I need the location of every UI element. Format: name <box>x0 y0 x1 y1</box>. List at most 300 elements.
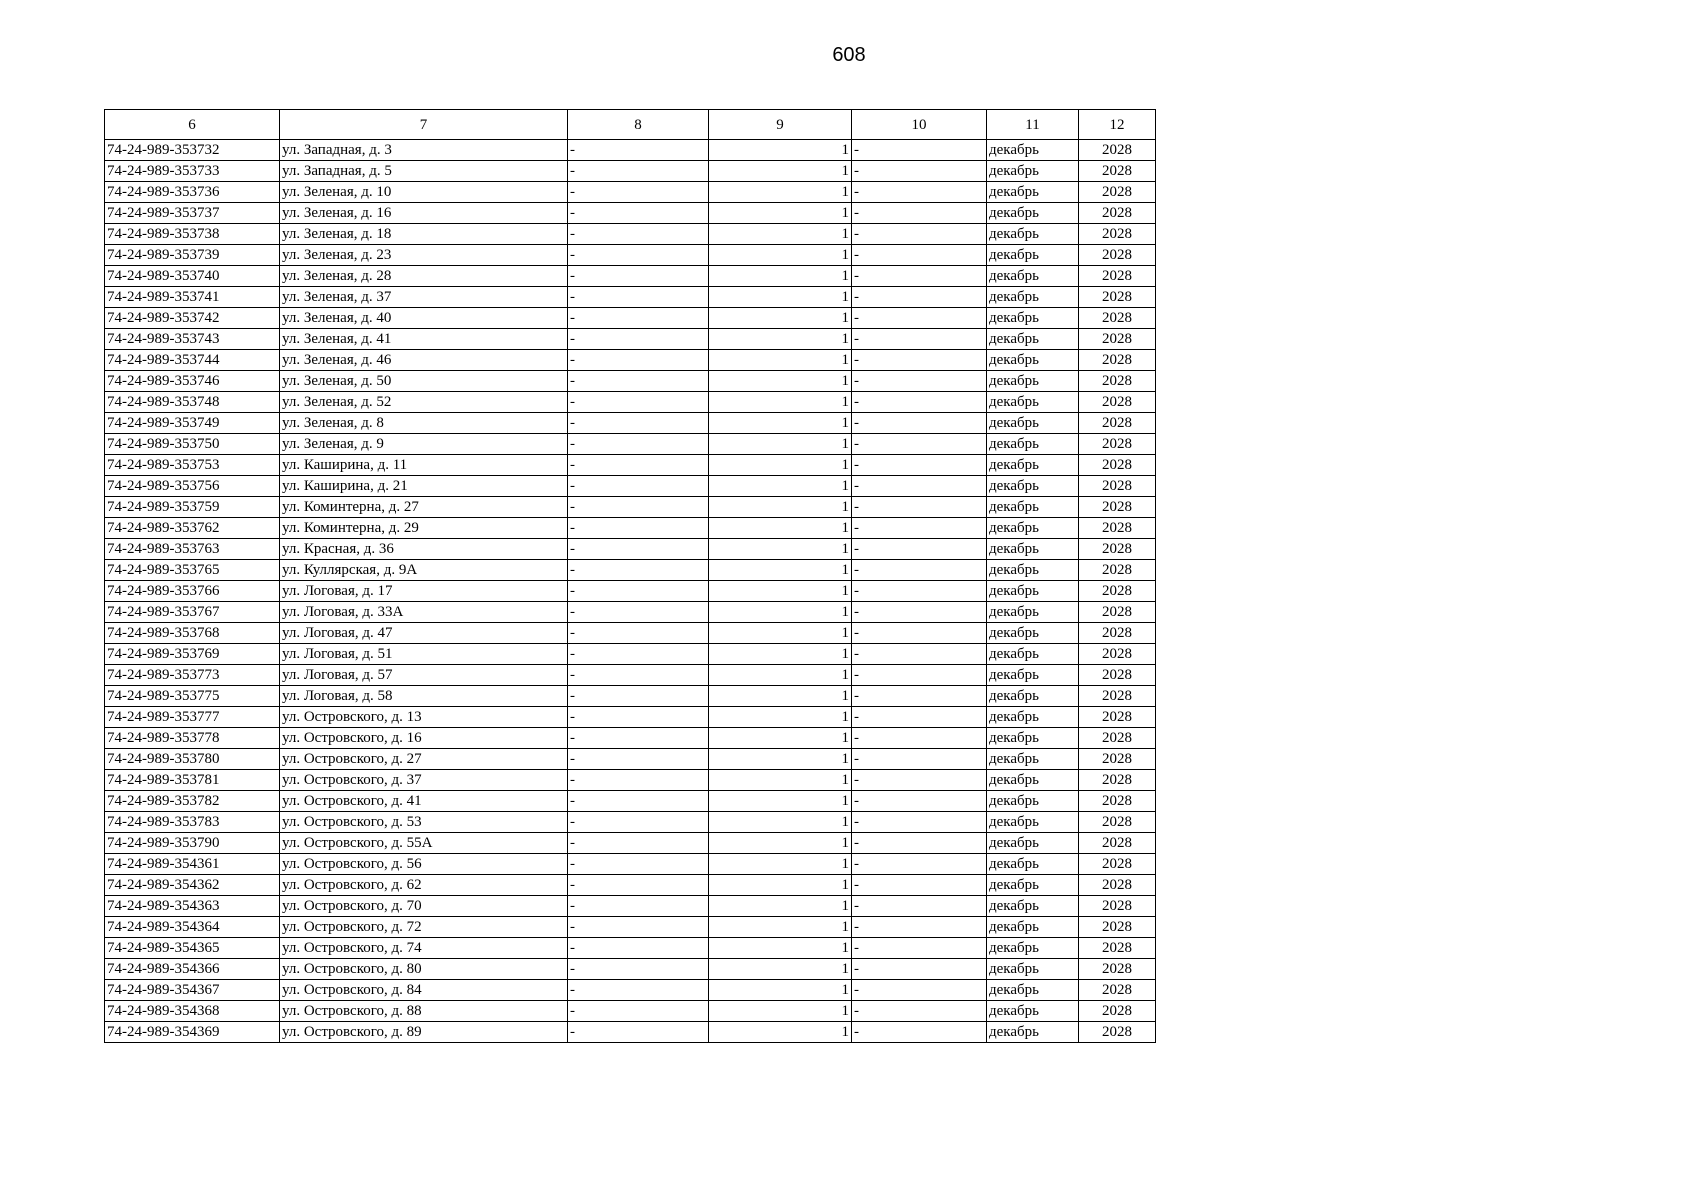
cell-col8: - <box>568 539 709 560</box>
cell-col9: 1 <box>709 413 852 434</box>
cell-year: 2028 <box>1079 812 1156 833</box>
table-row <box>105 770 1156 791</box>
cell-col9: 1 <box>709 518 852 539</box>
table-row <box>105 245 1156 266</box>
cell-col10: - <box>852 287 987 308</box>
cell-month: декабрь <box>987 1022 1079 1043</box>
cell-col10: - <box>852 812 987 833</box>
cell-col8: - <box>568 623 709 644</box>
cell-year: 2028 <box>1079 581 1156 602</box>
cell-code: 74-24-989-353780 <box>105 749 280 770</box>
cell-code: 74-24-989-353756 <box>105 476 280 497</box>
cell-col10: - <box>852 161 987 182</box>
cell-col10: - <box>852 602 987 623</box>
cell-address: ул. Островского, д. 53 <box>280 812 568 833</box>
cell-code: 74-24-989-354362 <box>105 875 280 896</box>
table-row <box>105 392 1156 413</box>
column-header: 12 <box>1079 110 1156 140</box>
table-row <box>105 833 1156 854</box>
cell-col10: - <box>852 203 987 224</box>
cell-month: декабрь <box>987 476 1079 497</box>
cell-year: 2028 <box>1079 749 1156 770</box>
cell-col8: - <box>568 1022 709 1043</box>
cell-month: декабрь <box>987 287 1079 308</box>
cell-address: ул. Островского, д. 16 <box>280 728 568 749</box>
cell-col10: - <box>852 875 987 896</box>
cell-col8: - <box>568 833 709 854</box>
cell-col8: - <box>568 770 709 791</box>
cell-col9: 1 <box>709 455 852 476</box>
cell-code: 74-24-989-353743 <box>105 329 280 350</box>
cell-code: 74-24-989-353748 <box>105 392 280 413</box>
cell-col8: - <box>568 350 709 371</box>
cell-year: 2028 <box>1079 518 1156 539</box>
cell-col10: - <box>852 665 987 686</box>
cell-year: 2028 <box>1079 350 1156 371</box>
cell-address: ул. Зеленая, д. 52 <box>280 392 568 413</box>
cell-year: 2028 <box>1079 392 1156 413</box>
cell-code: 74-24-989-354361 <box>105 854 280 875</box>
cell-code: 74-24-989-353781 <box>105 770 280 791</box>
cell-col10: - <box>852 182 987 203</box>
cell-address: ул. Островского, д. 84 <box>280 980 568 1001</box>
cell-year: 2028 <box>1079 917 1156 938</box>
cell-address: ул. Каширина, д. 11 <box>280 455 568 476</box>
table-row <box>105 224 1156 245</box>
cell-address: ул. Западная, д. 5 <box>280 161 568 182</box>
cell-year: 2028 <box>1079 245 1156 266</box>
cell-address: ул. Островского, д. 13 <box>280 707 568 728</box>
cell-address: ул. Островского, д. 80 <box>280 959 568 980</box>
cell-col10: - <box>852 1001 987 1022</box>
cell-address: ул. Логовая, д. 17 <box>280 581 568 602</box>
cell-year: 2028 <box>1079 770 1156 791</box>
cell-col8: - <box>568 476 709 497</box>
column-number-row <box>105 110 1156 140</box>
cell-month: декабрь <box>987 896 1079 917</box>
cell-col10: - <box>852 329 987 350</box>
cell-month: декабрь <box>987 791 1079 812</box>
cell-code: 74-24-989-354368 <box>105 1001 280 1022</box>
cell-code: 74-24-989-353746 <box>105 371 280 392</box>
cell-month: декабрь <box>987 392 1079 413</box>
cell-month: декабрь <box>987 371 1079 392</box>
cell-code: 74-24-989-353753 <box>105 455 280 476</box>
cell-col9: 1 <box>709 665 852 686</box>
cell-month: декабрь <box>987 938 1079 959</box>
cell-year: 2028 <box>1079 224 1156 245</box>
cell-col10: - <box>852 770 987 791</box>
cell-col9: 1 <box>709 581 852 602</box>
cell-year: 2028 <box>1079 140 1156 161</box>
cell-year: 2028 <box>1079 1001 1156 1022</box>
cell-month: декабрь <box>987 350 1079 371</box>
table-row <box>105 560 1156 581</box>
cell-year: 2028 <box>1079 1022 1156 1043</box>
cell-col9: 1 <box>709 392 852 413</box>
cell-col10: - <box>852 938 987 959</box>
cell-code: 74-24-989-354365 <box>105 938 280 959</box>
cell-month: декабрь <box>987 455 1079 476</box>
cell-col10: - <box>852 518 987 539</box>
cell-year: 2028 <box>1079 371 1156 392</box>
cell-month: декабрь <box>987 812 1079 833</box>
cell-col9: 1 <box>709 623 852 644</box>
cell-address: ул. Зеленая, д. 50 <box>280 371 568 392</box>
table-row <box>105 980 1156 1001</box>
cell-year: 2028 <box>1079 980 1156 1001</box>
cell-code: 74-24-989-353737 <box>105 203 280 224</box>
cell-code: 74-24-989-353759 <box>105 497 280 518</box>
cell-col8: - <box>568 392 709 413</box>
cell-col8: - <box>568 602 709 623</box>
table-body <box>105 140 1156 1043</box>
cell-year: 2028 <box>1079 539 1156 560</box>
cell-year: 2028 <box>1079 938 1156 959</box>
cell-month: декабрь <box>987 518 1079 539</box>
cell-month: декабрь <box>987 182 1079 203</box>
cell-year: 2028 <box>1079 791 1156 812</box>
cell-code: 74-24-989-353736 <box>105 182 280 203</box>
cell-col9: 1 <box>709 938 852 959</box>
cell-col9: 1 <box>709 182 852 203</box>
cell-col8: - <box>568 707 709 728</box>
cell-year: 2028 <box>1079 308 1156 329</box>
cell-code: 74-24-989-353777 <box>105 707 280 728</box>
cell-code: 74-24-989-353739 <box>105 245 280 266</box>
cell-col8: - <box>568 959 709 980</box>
cell-code: 74-24-989-353769 <box>105 644 280 665</box>
cell-month: декабрь <box>987 329 1079 350</box>
cell-month: декабрь <box>987 686 1079 707</box>
cell-month: декабрь <box>987 917 1079 938</box>
cell-col10: - <box>852 476 987 497</box>
cell-year: 2028 <box>1079 329 1156 350</box>
cell-year: 2028 <box>1079 707 1156 728</box>
cell-address: ул. Каширина, д. 21 <box>280 476 568 497</box>
cell-col8: - <box>568 455 709 476</box>
table-row <box>105 308 1156 329</box>
cell-col8: - <box>568 140 709 161</box>
cell-col9: 1 <box>709 749 852 770</box>
cell-col9: 1 <box>709 308 852 329</box>
column-header: 11 <box>987 110 1079 140</box>
table-row <box>105 686 1156 707</box>
table-row <box>105 917 1156 938</box>
cell-col9: 1 <box>709 707 852 728</box>
cell-col10: - <box>852 1022 987 1043</box>
cell-col9: 1 <box>709 854 852 875</box>
cell-month: декабрь <box>987 308 1079 329</box>
table-row <box>105 1001 1156 1022</box>
cell-col9: 1 <box>709 329 852 350</box>
cell-month: декабрь <box>987 749 1079 770</box>
cell-col10: - <box>852 350 987 371</box>
cell-col9: 1 <box>709 728 852 749</box>
cell-col10: - <box>852 980 987 1001</box>
table-row <box>105 938 1156 959</box>
cell-month: декабрь <box>987 245 1079 266</box>
cell-code: 74-24-989-354364 <box>105 917 280 938</box>
cell-col9: 1 <box>709 980 852 1001</box>
cell-address: ул. Красная, д. 36 <box>280 539 568 560</box>
cell-month: декабрь <box>987 413 1079 434</box>
cell-month: декабрь <box>987 203 1079 224</box>
cell-col9: 1 <box>709 434 852 455</box>
cell-month: декабрь <box>987 707 1079 728</box>
table-row <box>105 791 1156 812</box>
cell-code: 74-24-989-354366 <box>105 959 280 980</box>
cell-code: 74-24-989-353763 <box>105 539 280 560</box>
cell-col8: - <box>568 245 709 266</box>
table-row <box>105 497 1156 518</box>
cell-col8: - <box>568 203 709 224</box>
cell-month: декабрь <box>987 623 1079 644</box>
cell-col9: 1 <box>709 1001 852 1022</box>
cell-address: ул. Островского, д. 72 <box>280 917 568 938</box>
table-row <box>105 728 1156 749</box>
cell-month: декабрь <box>987 602 1079 623</box>
cell-col10: - <box>852 728 987 749</box>
cell-col8: - <box>568 875 709 896</box>
cell-col9: 1 <box>709 161 852 182</box>
cell-col9: 1 <box>709 245 852 266</box>
cell-month: декабрь <box>987 140 1079 161</box>
table-row <box>105 518 1156 539</box>
column-header: 8 <box>568 110 709 140</box>
cell-month: декабрь <box>987 770 1079 791</box>
cell-col8: - <box>568 854 709 875</box>
cell-year: 2028 <box>1079 266 1156 287</box>
cell-address: ул. Зеленая, д. 18 <box>280 224 568 245</box>
cell-col9: 1 <box>709 602 852 623</box>
cell-address: ул. Коминтерна, д. 27 <box>280 497 568 518</box>
cell-address: ул. Зеленая, д. 10 <box>280 182 568 203</box>
cell-address: ул. Зеленая, д. 37 <box>280 287 568 308</box>
cell-month: декабрь <box>987 833 1079 854</box>
table-row <box>105 539 1156 560</box>
cell-col9: 1 <box>709 875 852 896</box>
cell-month: декабрь <box>987 854 1079 875</box>
cell-col9: 1 <box>709 686 852 707</box>
cell-code: 74-24-989-353773 <box>105 665 280 686</box>
cell-year: 2028 <box>1079 287 1156 308</box>
cell-year: 2028 <box>1079 161 1156 182</box>
cell-address: ул. Зеленая, д. 28 <box>280 266 568 287</box>
cell-col8: - <box>568 434 709 455</box>
cell-col9: 1 <box>709 896 852 917</box>
cell-col9: 1 <box>709 224 852 245</box>
cell-col8: - <box>568 896 709 917</box>
cell-col10: - <box>852 539 987 560</box>
cell-col9: 1 <box>709 287 852 308</box>
cell-address: ул. Островского, д. 27 <box>280 749 568 770</box>
cell-year: 2028 <box>1079 833 1156 854</box>
cell-col8: - <box>568 266 709 287</box>
cell-month: декабрь <box>987 665 1079 686</box>
table-row <box>105 266 1156 287</box>
cell-address: ул. Островского, д. 74 <box>280 938 568 959</box>
cell-address: ул. Логовая, д. 58 <box>280 686 568 707</box>
cell-col8: - <box>568 182 709 203</box>
cell-col8: - <box>568 728 709 749</box>
cell-col10: - <box>852 833 987 854</box>
cell-col9: 1 <box>709 371 852 392</box>
cell-col10: - <box>852 371 987 392</box>
cell-col10: - <box>852 623 987 644</box>
cell-month: декабрь <box>987 266 1079 287</box>
cell-col8: - <box>568 287 709 308</box>
cell-col8: - <box>568 560 709 581</box>
column-header: 7 <box>280 110 568 140</box>
cell-col10: - <box>852 749 987 770</box>
cell-year: 2028 <box>1079 455 1156 476</box>
cell-address: ул. Зеленая, д. 41 <box>280 329 568 350</box>
table-row <box>105 140 1156 161</box>
cell-col10: - <box>852 917 987 938</box>
cell-col8: - <box>568 161 709 182</box>
cell-code: 74-24-989-353778 <box>105 728 280 749</box>
cell-address: ул. Логовая, д. 47 <box>280 623 568 644</box>
cell-year: 2028 <box>1079 665 1156 686</box>
table-row <box>105 812 1156 833</box>
cell-month: декабрь <box>987 581 1079 602</box>
cell-col9: 1 <box>709 833 852 854</box>
cell-address: ул. Островского, д. 62 <box>280 875 568 896</box>
cell-year: 2028 <box>1079 644 1156 665</box>
cell-address: ул. Островского, д. 37 <box>280 770 568 791</box>
cell-code: 74-24-989-353790 <box>105 833 280 854</box>
cell-month: декабрь <box>987 980 1079 1001</box>
cell-col8: - <box>568 581 709 602</box>
cell-col9: 1 <box>709 644 852 665</box>
cell-code: 74-24-989-354363 <box>105 896 280 917</box>
cell-col10: - <box>852 896 987 917</box>
cell-col9: 1 <box>709 812 852 833</box>
cell-code: 74-24-989-353783 <box>105 812 280 833</box>
cell-year: 2028 <box>1079 434 1156 455</box>
table-row <box>105 287 1156 308</box>
table-row <box>105 203 1156 224</box>
cell-col8: - <box>568 644 709 665</box>
cell-code: 74-24-989-353768 <box>105 623 280 644</box>
cell-year: 2028 <box>1079 875 1156 896</box>
cell-code: 74-24-989-353732 <box>105 140 280 161</box>
cell-col10: - <box>852 245 987 266</box>
cell-col9: 1 <box>709 917 852 938</box>
cell-address: ул. Островского, д. 89 <box>280 1022 568 1043</box>
table-row <box>105 1022 1156 1043</box>
cell-address: ул. Логовая, д. 33А <box>280 602 568 623</box>
table-row <box>105 854 1156 875</box>
cell-col9: 1 <box>709 791 852 812</box>
cell-month: декабрь <box>987 539 1079 560</box>
cell-year: 2028 <box>1079 686 1156 707</box>
cell-col10: - <box>852 791 987 812</box>
cell-col10: - <box>852 707 987 728</box>
cell-code: 74-24-989-353762 <box>105 518 280 539</box>
cell-year: 2028 <box>1079 623 1156 644</box>
table-row <box>105 350 1156 371</box>
cell-address: ул. Логовая, д. 57 <box>280 665 568 686</box>
cell-col9: 1 <box>709 140 852 161</box>
cell-month: декабрь <box>987 1001 1079 1022</box>
cell-month: декабрь <box>987 434 1079 455</box>
cell-col8: - <box>568 791 709 812</box>
cell-code: 74-24-989-353766 <box>105 581 280 602</box>
table-row <box>105 434 1156 455</box>
cell-month: декабрь <box>987 224 1079 245</box>
cell-col10: - <box>852 560 987 581</box>
cell-code: 74-24-989-353733 <box>105 161 280 182</box>
cell-col9: 1 <box>709 560 852 581</box>
cell-col10: - <box>852 266 987 287</box>
cell-address: ул. Островского, д. 56 <box>280 854 568 875</box>
cell-col9: 1 <box>709 476 852 497</box>
table-row <box>105 581 1156 602</box>
cell-col10: - <box>852 308 987 329</box>
table-row <box>105 644 1156 665</box>
cell-col8: - <box>568 812 709 833</box>
cell-year: 2028 <box>1079 476 1156 497</box>
table-row <box>105 371 1156 392</box>
table-row <box>105 707 1156 728</box>
table-row <box>105 875 1156 896</box>
cell-code: 74-24-989-353767 <box>105 602 280 623</box>
cell-address: ул. Зеленая, д. 8 <box>280 413 568 434</box>
cell-col10: - <box>852 686 987 707</box>
cell-col8: - <box>568 938 709 959</box>
cell-col10: - <box>852 455 987 476</box>
cell-month: декабрь <box>987 875 1079 896</box>
cell-code: 74-24-989-353744 <box>105 350 280 371</box>
cell-col8: - <box>568 686 709 707</box>
cell-code: 74-24-989-353775 <box>105 686 280 707</box>
cell-code: 74-24-989-353749 <box>105 413 280 434</box>
cell-month: декабрь <box>987 728 1079 749</box>
cell-col8: - <box>568 1001 709 1022</box>
cell-year: 2028 <box>1079 896 1156 917</box>
table-row <box>105 413 1156 434</box>
cell-month: декабрь <box>987 560 1079 581</box>
cell-address: ул. Островского, д. 88 <box>280 1001 568 1022</box>
cell-code: 74-24-989-353740 <box>105 266 280 287</box>
cell-address: ул. Островского, д. 55А <box>280 833 568 854</box>
cell-address: ул. Зеленая, д. 46 <box>280 350 568 371</box>
cell-col10: - <box>852 959 987 980</box>
cell-address: ул. Логовая, д. 51 <box>280 644 568 665</box>
column-header: 6 <box>105 110 280 140</box>
cell-code: 74-24-989-353765 <box>105 560 280 581</box>
cell-col10: - <box>852 224 987 245</box>
cell-code: 74-24-989-353782 <box>105 791 280 812</box>
cell-col8: - <box>568 308 709 329</box>
cell-address: ул. Зеленая, д. 40 <box>280 308 568 329</box>
cell-col10: - <box>852 140 987 161</box>
table-row <box>105 161 1156 182</box>
cell-year: 2028 <box>1079 602 1156 623</box>
cell-code: 74-24-989-353750 <box>105 434 280 455</box>
table-row <box>105 749 1156 770</box>
cell-year: 2028 <box>1079 497 1156 518</box>
table-row <box>105 623 1156 644</box>
register-table <box>104 109 1156 1043</box>
table-row <box>105 182 1156 203</box>
cell-col9: 1 <box>709 266 852 287</box>
cell-col9: 1 <box>709 203 852 224</box>
cell-col8: - <box>568 413 709 434</box>
cell-col8: - <box>568 749 709 770</box>
